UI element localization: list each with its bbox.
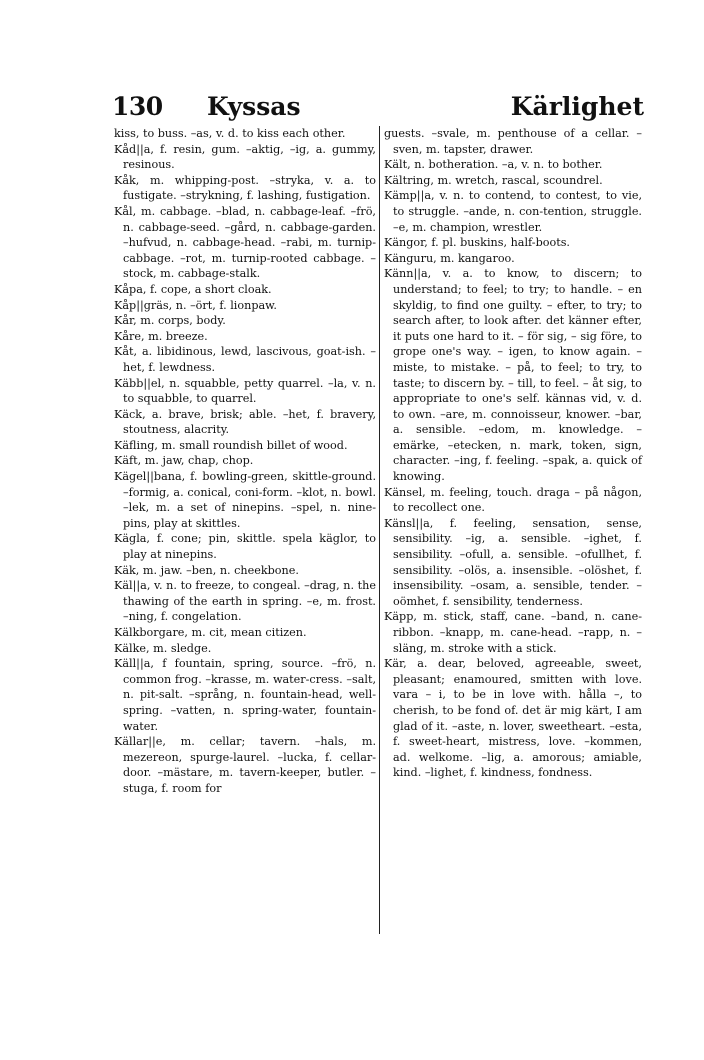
entry: Käk, m. jaw. –ben, n. cheekbone. <box>114 563 299 577</box>
entry: Käll||a, f fountain, spring, source. –frö, n. common frog. –krasse, m. water-cress. –salt, n. pit-salt. –språng, n. fountain-head, well-spring. –vatten, n. spring-water, fountain-water. <box>114 657 376 733</box>
entry: Käbb||el, n. squabble, petty quarrel. –la, v. n. to squabble, to quarrel. <box>114 376 376 406</box>
right-column <box>384 126 642 781</box>
entry: Känsel, m. feeling, touch. draga – på någon, to recollect one. <box>384 485 642 515</box>
entry: Kåd||a, f. resin, gum. –aktig, –ig, a. gummy, resinous. <box>114 142 376 172</box>
entry: Kår, m. corps, body. <box>114 314 226 328</box>
entry: Käl||a, v. n. to freeze, to congeal. –drag, n. the thawing of the earth in spring. –e, m. frost. –ning, f. congelation. <box>114 579 376 624</box>
column-divider <box>379 126 380 934</box>
entry: guests. –svale, m. penthouse of a cellar. –sven, m. tapster, drawer. <box>384 127 642 156</box>
entry: Kåt, a. libidinous, lewd, lascivous, goat-ish. –het, f. lewdness. <box>114 345 376 374</box>
entry: Kåp||gräs, n. –ört, f. lionpaw. <box>114 298 277 312</box>
entry: Känsl||a, f. feeling, sensation, sense, sensibility. –ig, a. sensible. –ighet, f. sensibility. –ofull, a. sensible. –ofullhet, f. sensibility. –olös, a. insensible. –olöshet, f. insensibility. –osam, a. sensible, tender. –oömhet, f. sensibility, tenderness. <box>384 516 642 608</box>
entry: Kältring, m. wretch, rascal, scoundrel. <box>384 173 603 187</box>
left-column <box>114 126 376 797</box>
entry: Kämp||a, v. n. to contend, to contest, to vie, to struggle. –ande, n. con-tention, struggle. –e, m. champion, wrestler. <box>384 189 642 234</box>
entry: Kåre, m. breeze. <box>114 329 208 343</box>
entry: Kåpa, f. cope, a short cloak. <box>114 282 272 296</box>
entry: Källar||e, m. cellar; tavern. –hals, m. mezereon, spurge-laurel. –lucka, f. cellar-door. –mästare, m. tavern-keeper, butler. –stuga, f. room for <box>114 735 376 795</box>
entry: Käpp, m. stick, staff, cane. –band, n. cane-ribbon. –knapp, m. cane-head. –rapp, n. –släng, m. stroke with a stick. <box>384 610 642 655</box>
entry: Känguru, m. kangaroo. <box>384 251 515 265</box>
entry: Kägel||bana, f. bowling-green, skittle-ground. –formig, a. conical, coni-form. –klot, n. bowl. –lek, m. a set of ninepins. –spel, n. nine-pins, play at skittles. <box>114 470 376 530</box>
entry: Kåk, m. whipping-post. –stryka, v. a. to fustigate. –strykning, f. lashing, fustigation. <box>114 173 376 203</box>
entry: Käft, m. jaw, chap, chop. <box>114 454 254 468</box>
entry: kiss, to buss. –as, v. d. to kiss each other. <box>114 127 346 140</box>
entry: Käck, a. brave, brisk; able. –het, f. bravery, stoutness, alacrity. <box>114 407 376 437</box>
entry: Kägla, f. cone; pin, skittle. spela käglor, to play at ninepins. <box>114 532 376 562</box>
entry: Kält, n. botheration. –a, v. n. to bother. <box>384 158 603 172</box>
entry: Kål, m. cabbage. –blad, n. cabbage-leaf. –frö, n. cabbage-seed. –gård, n. cabbage-garden. –hufvud, n. cabbage-head. –rabi, m. turnip-cabbage. –rot, m. turnip-rooted cabbage. –stock, m. cabbage-stalk. <box>114 204 376 281</box>
entry: Kär, a. dear, beloved, agreeable, sweet, pleasant; enamoured, smitten with love. vara – i, to be in love with. hålla –, to cherish, to be fond of. det är mig kärt, I am glad of it. –aste, n. lover, sweetheart. –esta, f. sweet-heart, mistress, love. –kommen, ad. welkome. –lig, a. amorous; amiable, kind. –lighet, f. kindness, fondness. <box>384 657 642 780</box>
entry: Känn||a, v. a. to know, to discern; to understand; to feel; to try; to handle. – en skyldig, to find one guilty. – efter, to try; to search after, to look after. det känner efter, it puts one hard to it. – för sig, – sig före, to grope one's way. – igen, to know again. – miste, to mistake. – på, to feel; to try, to taste; to discern by. – till, to feel. – åt sig, to appropriate to one's self. kännas vid, v. d. to own. –are, m. connoisseur, knower. –bar, a. sensible. –edom, m. knowledge. –emärke, –etecken, n. mark, token, sign, character. –ing, f. feeling. –spak, a. quick of knowing. <box>384 267 642 484</box>
entry: Kälkborgare, m. cit, mean citizen. <box>114 626 307 639</box>
page-header <box>112 92 644 122</box>
right-guide-word: Kärlighet <box>510 92 644 121</box>
entry: Käfling, m. small roundish billet of wood. <box>114 438 348 452</box>
entry: Kälke, m. sledge. <box>114 641 212 655</box>
page-number: 130 <box>112 92 163 121</box>
entry: Kängor, f. pl. buskins, half-boots. <box>384 236 570 250</box>
left-guide-word: Kyssas <box>207 92 301 121</box>
